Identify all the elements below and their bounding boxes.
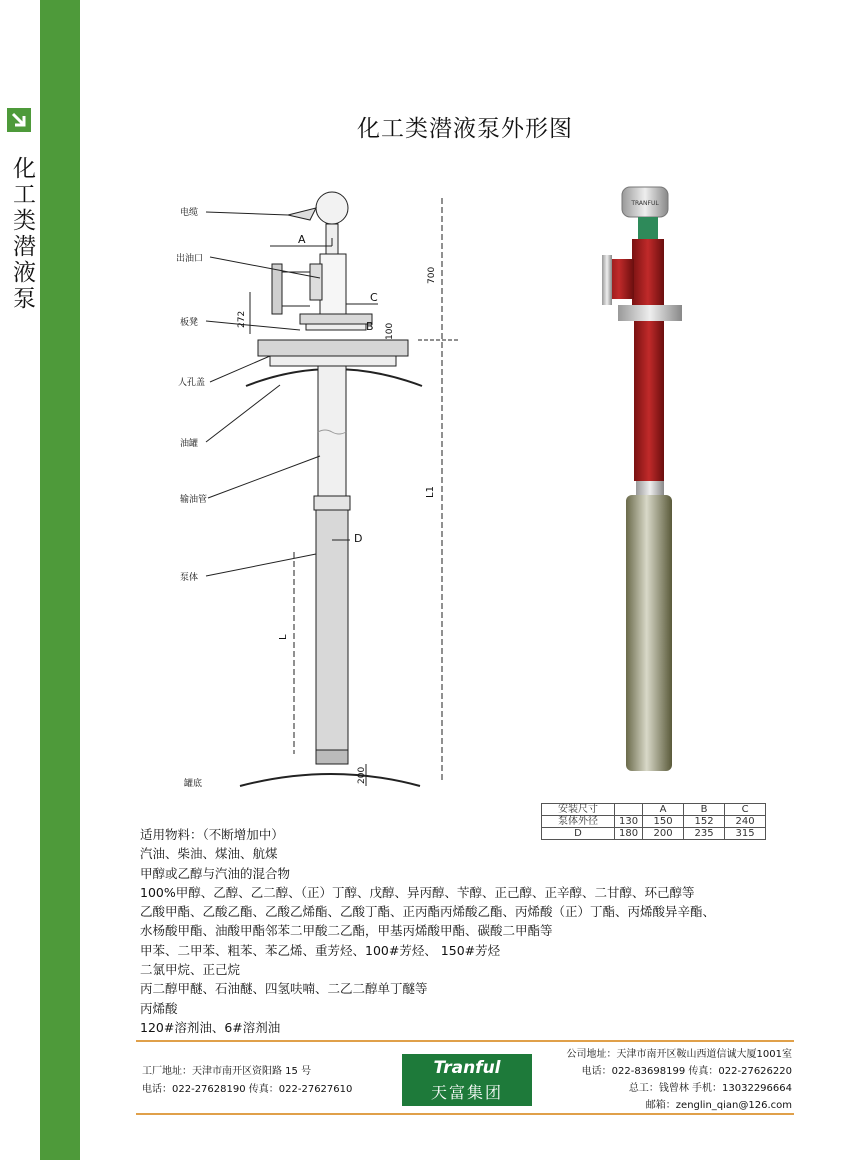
materials-heading: 适用物料：（不断增加中） (140, 827, 284, 842)
label-pipe: 输油管 (180, 495, 208, 505)
dim-b: B (366, 320, 374, 333)
dim-l: L (278, 634, 289, 640)
pump-outline-drawing (170, 180, 470, 800)
sidebar-title: 化工类潜液泵 (9, 156, 35, 312)
tranful-logo (402, 1054, 532, 1106)
materials-line: 丙烯酸 (140, 1000, 178, 1016)
logo-text-en: Tranful (433, 1058, 501, 1078)
green-band (40, 0, 121, 1160)
engineer-line: 总工：钱曾林 手机：13032296664 (628, 1083, 792, 1094)
label-bottom: 罐底 (184, 779, 203, 789)
table-header-install: 安装尺寸 (542, 804, 615, 816)
materials-line: 水杨酸甲酯、油酸甲酯邻苯二甲酸二乙酯，甲基丙烯酸甲酯、碳酸二甲酯等 (140, 923, 553, 939)
company-address-line: 公司地址：天津市南开区鞍山西道信诚大厦1001室 (566, 1049, 792, 1060)
materials-line: 乙酸甲酯、乙酸乙酯、乙酸乙烯酯、乙酸丁酯、正丙酯丙烯酸乙酯、丙烯酸（正）丁酯、丙烯酸异辛酯、 (140, 904, 716, 920)
table-cell: 130 (615, 816, 643, 828)
materials-line: 甲苯、二甲苯、粗苯、苯乙烯、重芳烃、100#芳烃、 150#芳烃 (140, 942, 501, 958)
page-title: 化工类潜液泵外形图 (357, 116, 573, 142)
left-sidebar (0, 0, 40, 1160)
table-cell: 315 (725, 828, 766, 840)
website-url[interactable]: www.lvpaiqianyoubeng.com (86, 612, 114, 1118)
table-label-od: 泵体外径 (542, 816, 615, 828)
materials-line: 100%甲醇、乙醇、乙二醇、（正）丁醇、戊醇、异丙醇、苄醇、正己醇、正辛醇、二甘醇、环己醇等 (140, 884, 695, 900)
materials-line: 丙二醇甲醚、石油醚、四氢呋喃、二乙二醇单丁醚等 (140, 981, 428, 997)
dim-272: 272 (237, 310, 247, 328)
label-outlet: 出油口 (176, 254, 204, 264)
table-cell: 152 (684, 816, 725, 828)
factory-phone-line: 电话：022-27628190 传真：022-27627610 (142, 1084, 353, 1095)
company-name: 天富集团 · 天津加马电潜泵有限责任公司 (92, 54, 121, 526)
materials-line: 汽油、柴油、煤油、航煤 (140, 846, 278, 862)
dim-c: C (370, 291, 378, 304)
company-phone-line: 电话：022-83698199 传真：022-27626220 (581, 1066, 792, 1077)
logo-text-cn: 天富集团 (430, 1083, 503, 1102)
dim-d: D (354, 532, 363, 545)
table-header-a: A (643, 804, 684, 816)
table-header-c: C (725, 804, 766, 816)
factory-address-line: 工厂地址：天津市南开区资阳路 15 号 (142, 1066, 312, 1077)
factory-address (142, 1063, 352, 1099)
pump-photo (596, 185, 696, 775)
table-cell (615, 804, 643, 816)
dim-l1: L1 (425, 486, 436, 498)
company-contact (567, 1046, 792, 1114)
arrow-icon (7, 108, 31, 132)
materials-line: 甲醇或乙醇与汽油的混合物 (140, 865, 291, 881)
table-cell: 200 (643, 828, 684, 840)
table-cell: 240 (725, 816, 766, 828)
dim-100: 100 (385, 322, 395, 340)
nameplate-text: TRANFUL (631, 200, 659, 207)
table-cell: 150 (643, 816, 684, 828)
table-label-d: D (542, 828, 615, 840)
email-line[interactable]: 邮箱：zenglin_qian@126.com (645, 1100, 792, 1111)
materials-line: 120#溶剂油、6#溶剂油 (140, 1019, 281, 1035)
table-cell: 180 (615, 828, 643, 840)
applicable-materials (140, 825, 810, 1037)
dim-700: 700 (427, 266, 437, 284)
materials-line: 二氯甲烷、正己烷 (140, 962, 241, 978)
footer-divider-top (136, 1040, 794, 1042)
label-cable: 电缆 (180, 208, 199, 218)
label-tank: 油罐 (180, 439, 199, 449)
label-manhole: 人孔盖 (178, 378, 206, 388)
label-flange: 板凳 (180, 318, 199, 328)
dim-200: 200 (357, 766, 367, 784)
label-pump: 泵体 (180, 573, 199, 583)
dim-a: A (298, 233, 306, 246)
table-header-b: B (684, 804, 725, 816)
table-cell: 235 (684, 828, 725, 840)
